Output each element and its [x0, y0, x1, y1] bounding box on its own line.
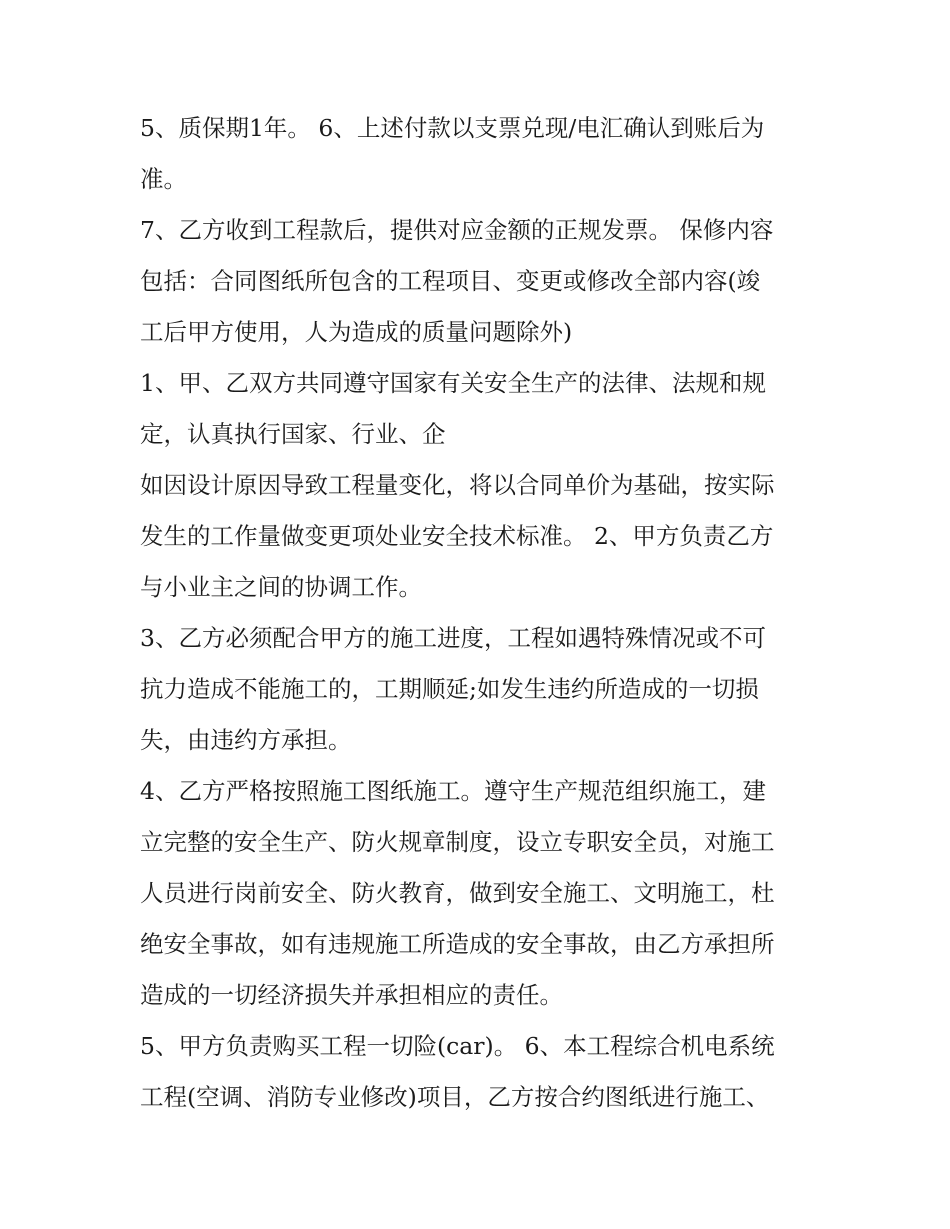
text-line: 5、甲方负责购买工程一切险(car)。 6、本工程综合机电系统: [140, 1032, 775, 1060]
text-line: 定，认真执行国家、行业、企: [140, 420, 446, 448]
text-line: 工程(空调、消防专业修改)项目，乙方按合约图纸进行施工、: [140, 1083, 770, 1111]
text-line: 立完整的安全生产、防火规章制度，设立专职安全员，对施工: [140, 828, 775, 856]
paragraph-design-change: [140, 460, 840, 613]
paragraph-schedule: [140, 613, 840, 766]
text-line: 3、乙方必须配合甲方的施工进度，工程如遇特殊情况或不可: [140, 624, 766, 652]
paragraph-warranty-payment: [140, 103, 840, 205]
text-line: 抗力造成不能施工的，工期顺延;如发生违约所造成的一切损: [140, 675, 759, 703]
text-line: 工后甲方使用，人为造成的质量问题除外): [140, 318, 573, 346]
text-line: 造成的一切经济损失并承担相应的责任。: [140, 981, 563, 1009]
text-line: 与小业主之间的协调工作。: [140, 573, 422, 601]
text-line: 包括：合同图纸所包含的工程项目、变更或修改全部内容(竣: [140, 267, 761, 295]
paragraph-insurance: [140, 1021, 840, 1123]
text-line: 人员进行岗前安全、防火教育，做到安全施工、文明施工，杜: [140, 879, 775, 907]
text-line: 7、乙方收到工程款后，提供对应金额的正规发票。 保修内容: [140, 216, 774, 244]
text-line: 5、质保期1年。 6、上述付款以支票兑现/电汇确认到账后为: [140, 114, 765, 142]
text-line: 如因设计原因导致工程量变化，将以合同单价为基础，按实际: [140, 471, 775, 499]
document-body: [140, 103, 840, 1123]
paragraph-construction-safety: [140, 766, 840, 1021]
paragraph-invoice-scope: [140, 205, 840, 358]
text-line: 准。: [140, 165, 187, 193]
paragraph-safety-laws: [140, 358, 840, 460]
text-line: 失，由违约方承担。: [140, 726, 352, 754]
text-line: 1、甲、乙双方共同遵守国家有关安全生产的法律、法规和规: [140, 369, 766, 397]
text-line: 4、乙方严格按照施工图纸施工。遵守生产规范组织施工，建: [140, 777, 766, 805]
text-line: 发生的工作量做变更项处业安全技术标准。 2、甲方负责乙方: [140, 522, 774, 550]
text-line: 绝安全事故，如有违规施工所造成的安全事故，由乙方承担所: [140, 930, 775, 958]
